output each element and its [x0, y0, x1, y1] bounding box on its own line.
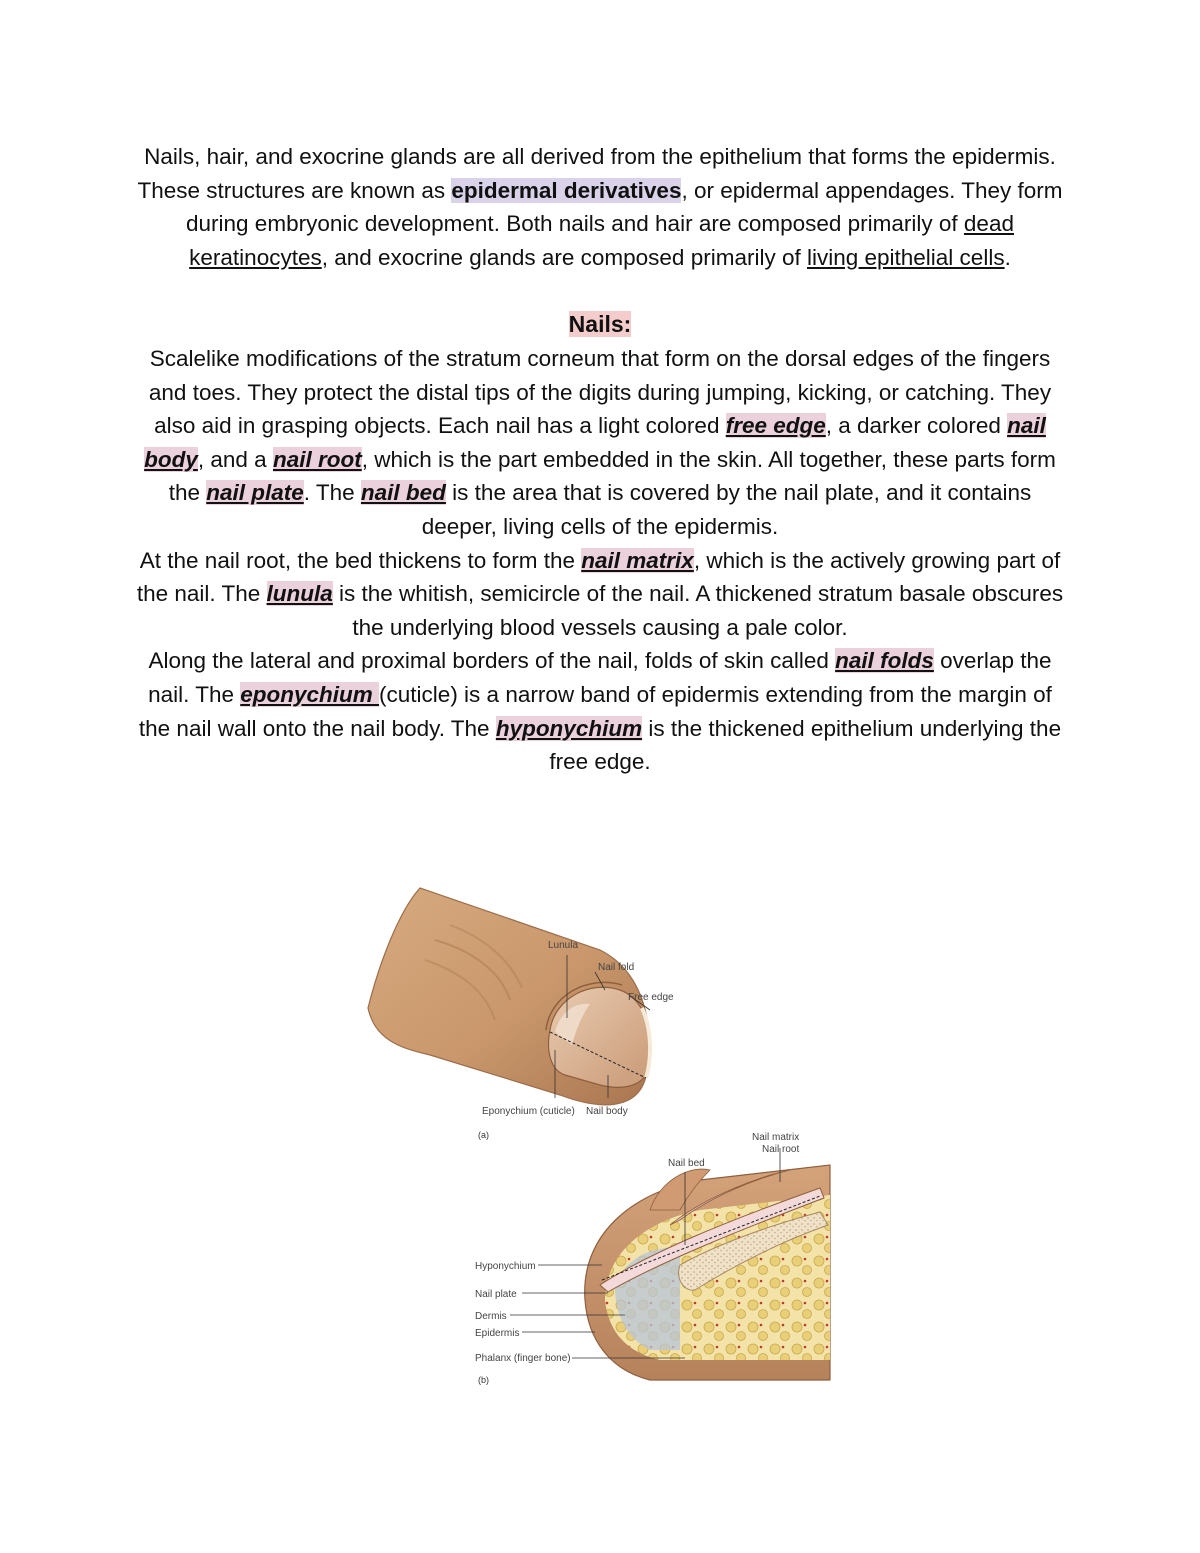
- label-nail-root: Nail root: [762, 1144, 800, 1155]
- highlight-epidermal-derivatives: epidermal derivatives: [451, 177, 682, 203]
- label-nail-bed: Nail bed: [668, 1158, 705, 1169]
- body-text: is the area that is covered by the nail plate, and it contains deeper, living cells of the epidermis.: [421, 480, 1032, 539]
- nails-paragraph-3: [130, 644, 1070, 778]
- term-nail-bed: nail bed: [360, 480, 446, 506]
- body-text: is the whitish, semicircle of the nail. A thickened stratum basale obscures the underlying blood vessels causing a pale color.: [332, 581, 1064, 640]
- body-text: , and a: [197, 446, 273, 472]
- term-nail-body: nail body: [144, 413, 1046, 472]
- intro-text: , or epidermal appendages. They form during embryonic development. Both nails and hair are composed primarily of: [186, 177, 1063, 237]
- underline-dead-keratinocytes: dead keratinocytes: [189, 211, 1014, 270]
- label-nail-fold: Nail fold: [598, 962, 635, 973]
- intro-text: Nails, hair, and exocrine glands are all derived from the epithelium that forms the epidermis. These structures are known as: [137, 144, 1056, 203]
- label-lunula: Lunula: [548, 940, 579, 951]
- label-epidermis: Epidermis: [475, 1328, 520, 1339]
- body-text: , which is the part embedded in the skin. All together, these parts form the: [168, 446, 1056, 506]
- term-nail-plate: nail plate: [206, 480, 304, 506]
- nails-heading-line: [130, 308, 1070, 342]
- body-text: Along the lateral and proximal borders of the nail, folds of skin called: [148, 648, 836, 674]
- label-hyponychium: Hyponychium: [475, 1261, 536, 1272]
- label-phalanx: Phalanx (finger bone): [475, 1353, 571, 1364]
- underline-living-epithelial-cells: living epithelial cells: [806, 244, 1005, 270]
- intro-text: , and exocrine glands are composed primarily of: [321, 244, 807, 270]
- term-nail-matrix: nail matrix: [581, 547, 694, 573]
- label-nail-plate: Nail plate: [475, 1289, 517, 1300]
- body-text: , which is the actively growing part of the nail. The: [136, 547, 1061, 607]
- panel-a-tag: (a): [478, 1130, 489, 1140]
- body-text: , a darker colored: [825, 413, 1008, 439]
- nail-anatomy-figure: [350, 880, 850, 1390]
- term-free-edge: free edge: [725, 413, 826, 439]
- paragraph-gap: [130, 274, 1070, 308]
- term-nail-folds: nail folds: [835, 648, 934, 674]
- nails-heading: Nails:: [568, 311, 632, 338]
- term-eponychium: eponychium: [240, 681, 380, 707]
- body-text: At the nail root, the bed thickens to form the: [139, 547, 582, 573]
- intro-paragraph: [130, 140, 1070, 274]
- term-nail-root: nail root: [272, 446, 362, 472]
- document-text: [130, 140, 1070, 779]
- label-nail-body: Nail body: [586, 1106, 628, 1117]
- label-dermis: Dermis: [475, 1311, 507, 1322]
- nails-paragraph-1: [130, 342, 1070, 544]
- body-text: (cuticle) is a narrow band of epidermis extending from the margin of the nail wall onto the nail body. The: [138, 681, 1052, 741]
- term-lunula: lunula: [266, 581, 333, 607]
- body-text: overlap the nail. The: [148, 648, 1052, 707]
- body-text: is the thickened epithelium underlying the free edge.: [549, 715, 1062, 775]
- body-text: . The: [303, 480, 361, 506]
- body-text: Scalelike modifications of the stratum corneum that form on the dorsal edges of the fingers and toes. They protect the distal tips of the digits during jumping, kicking, or catching. They also aid in grasping objects. Each nail has a light colored: [148, 345, 1052, 439]
- term-hyponychium: hyponychium: [495, 715, 643, 741]
- panel-b-section: [475, 1132, 830, 1385]
- label-eponychium: Eponychium (cuticle): [482, 1106, 575, 1117]
- intro-text: .: [1004, 244, 1011, 270]
- nails-paragraph-2: [130, 544, 1070, 645]
- panel-a-finger: [368, 888, 674, 1140]
- label-free-edge: Free edge: [628, 992, 674, 1003]
- panel-b-tag: (b): [478, 1375, 489, 1385]
- nail-anatomy-illustration: [350, 880, 850, 1390]
- label-nail-matrix: Nail matrix: [752, 1132, 800, 1143]
